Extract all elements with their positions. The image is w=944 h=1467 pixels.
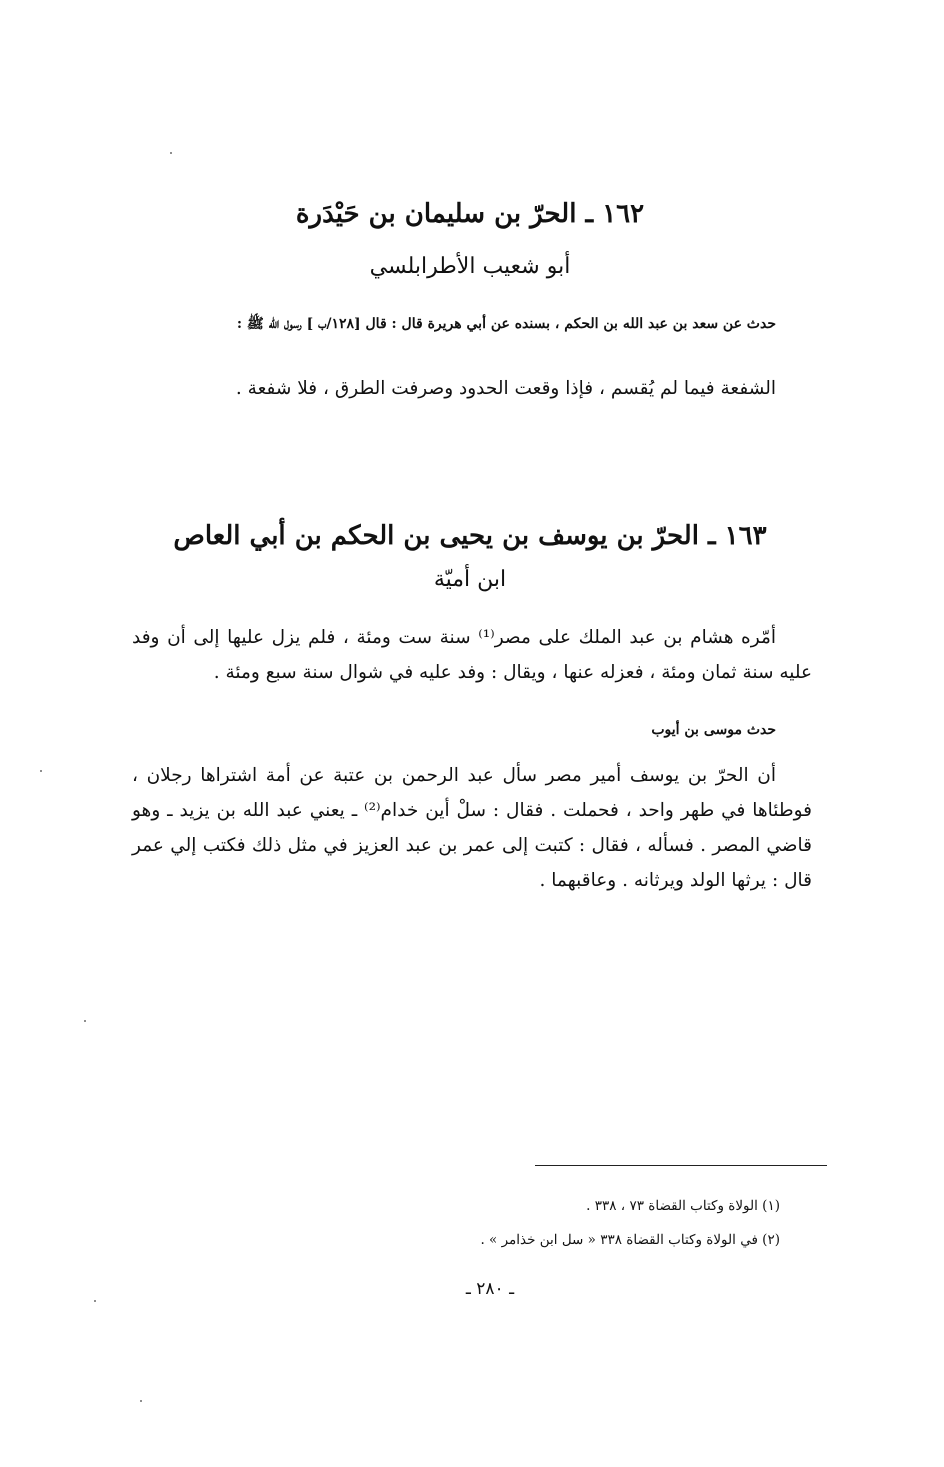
scan-speck (140, 1400, 142, 1402)
entry-163-paragraph-1: أمّره هشام بن عبد الملك على مصر⁽¹⁾ سنة ست ومئة ، فلم يزل عليها إلى أن وفد عليه سنة ثمان ومئة ، فعزله عنها ، ويقال : وفد عليه في شوال سنة سبع ومئة . (132, 627, 812, 683)
scan-speck (170, 152, 172, 154)
entry-162-hadith: الشفعة فيما لم يُقسم ، فإذا وقعت الحدود وصرفت الطرق ، فلا شفعة . (235, 378, 776, 399)
scan-speck (84, 1020, 86, 1022)
entry-162-isnad: حدث عن سعد بن عبد الله بن الحكم ، بسنده عن أبي هريرة قال : قال [١٢٨/ب ] رسول الله ﷺ : (236, 316, 776, 332)
scan-speck (40, 770, 42, 772)
entry-163-title: ١٦٣ ـ الحرّ بن يوسف بن يحيى بن الحكم بن أبي العاص (173, 521, 767, 551)
page-number: ـ ٢٨٠ ـ (465, 1279, 515, 1299)
entry-163-paragraph-2: أن الحرّ بن يوسف أمير مصر سأل عبد الرحمن بن عتبة عن أمة اشتراها رجلان ، فوطئاها في طهر واحد ، فحملت . فقال : سلْ أين خدام⁽²⁾ ـ يعني عبد الله بن يزيد ـ وهو قاضي المصر . فسأله ، فقال : كتبت إلى عمر بن عبد العزيز في مثل ذلك فكتب إلي عمر قال : يرثها الولد ويرثانه . وعاقبهما . (132, 765, 813, 891)
footnote-1: (١) الولاة وكتاب القضاة ٧٣ ، ٣٣٨ . (586, 1198, 780, 1214)
entry-163-isnad: حدث موسى بن أيوب (651, 722, 776, 738)
entry-162-title: ١٦٢ ـ الحرّ بن سليمان بن حَيْدَرة (295, 199, 645, 229)
scan-speck (94, 1300, 96, 1302)
entry-162-subtitle: أبو شعيب الأطرابلسي (369, 254, 571, 279)
footnote-divider (535, 1165, 827, 1166)
entry-163-subtitle: ابن أميّة (433, 567, 507, 592)
footnote-2: (٢) في الولاة وكتاب القضاة ٣٣٨ « سل ابن خذامر » . (480, 1232, 780, 1248)
